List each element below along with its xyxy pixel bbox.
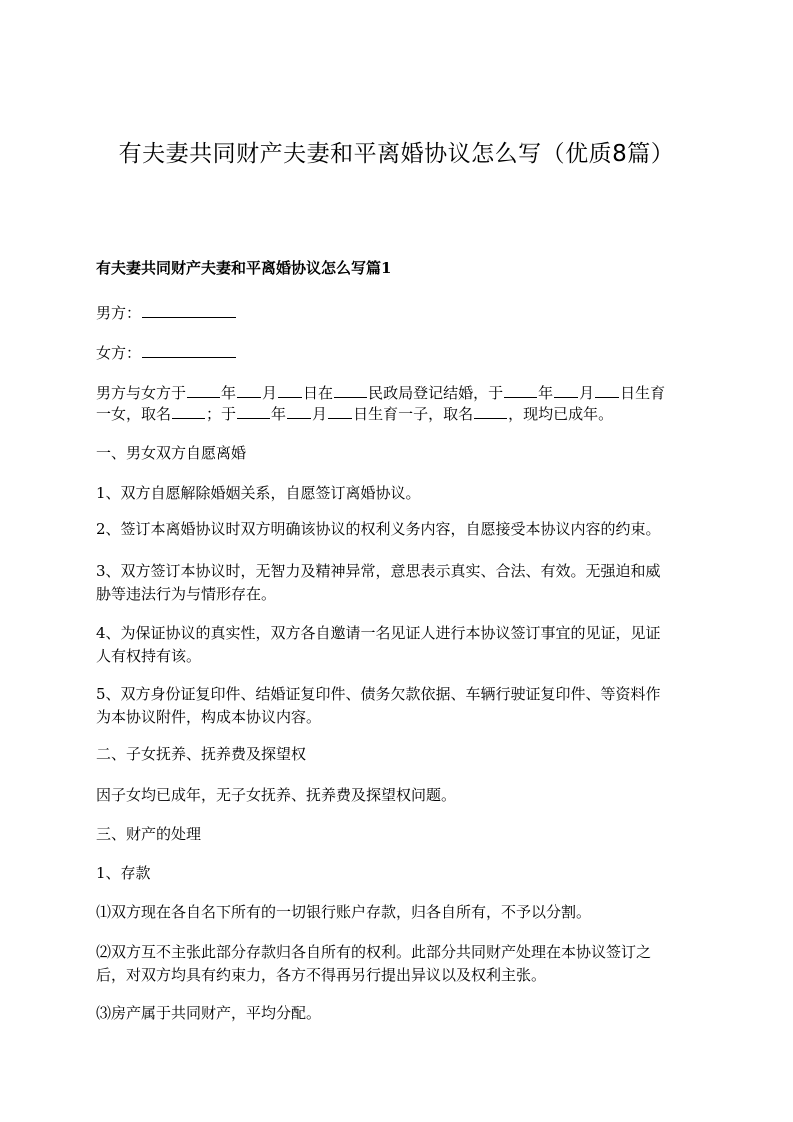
clause-5-line-1: 5、双方身份证复印件、结婚证复印件、债务欠款依据、车辆行驶证复印件、等资料作 bbox=[96, 685, 661, 703]
male-name-blank bbox=[142, 316, 236, 318]
heading-property: 三、财产的处理 bbox=[96, 825, 202, 843]
female-party-line bbox=[96, 341, 700, 366]
text: 男方与女方于 bbox=[96, 384, 187, 402]
blank bbox=[474, 417, 507, 419]
text: 年 bbox=[538, 384, 554, 402]
blank bbox=[504, 396, 537, 398]
clause-4-line-2: 人有权持有该。 bbox=[96, 647, 202, 665]
female-name-blank bbox=[142, 356, 236, 358]
heading-voluntary-divorce: 一、男女双方自愿离婚 bbox=[96, 444, 247, 462]
text: 月 bbox=[312, 405, 328, 423]
children-paragraph: 因子女均已成年，无子女抚养、抚养费及探望权问题。 bbox=[96, 786, 457, 804]
blank bbox=[237, 396, 261, 398]
female-label: 女方： bbox=[96, 344, 142, 362]
text: 日在 bbox=[303, 384, 334, 402]
blank bbox=[278, 396, 302, 398]
text: 日生育一子，取名 bbox=[353, 405, 474, 423]
section-title: 有夫妻共同财产夫妻和平离婚协议怎么写篇1 bbox=[96, 259, 392, 277]
document-title: 有夫妻共同财产夫妻和平离婚协议怎么写（优质8篇） bbox=[118, 141, 675, 167]
blank bbox=[187, 396, 220, 398]
male-party-line bbox=[96, 301, 700, 326]
text: 日生育 bbox=[620, 384, 666, 402]
clause-4-line-1: 4、为保证协议的真实性，双方各自邀请一名见证人进行本协议签订事宜的见证，见证 bbox=[96, 624, 661, 642]
heading-children: 二、子女抚养、抚养费及探望权 bbox=[96, 745, 307, 763]
blank bbox=[554, 396, 578, 398]
text: 年 bbox=[221, 384, 237, 402]
deposit-clause-2-line-1: ⑵双方互不主张此部分存款归各自所有的权利。此部分共同财产处理在本协议签订之 bbox=[96, 943, 652, 961]
clause-1: 1、双方自愿解除婚姻关系，自愿签订离婚协议。 bbox=[96, 484, 421, 502]
text: 一女，取名 bbox=[96, 405, 172, 423]
text: 月 bbox=[579, 384, 595, 402]
deposit-clause-3: ⑶房产属于共同财产，平均分配。 bbox=[96, 1004, 322, 1022]
text: ；于 bbox=[206, 405, 237, 423]
text: 月 bbox=[262, 384, 278, 402]
blank bbox=[328, 417, 352, 419]
subheading-deposits: 1、存款 bbox=[96, 864, 151, 882]
clause-3-line-1: 3、双方签订本协议时，无智力及精神异常，意思表示真实、合法、有效。无强迫和威 bbox=[96, 562, 661, 580]
deposit-clause-1: ⑴双方现在各自名下所有的一切银行账户存款，归各自所有，不予以分割。 bbox=[96, 903, 592, 921]
marriage-info-line-2 bbox=[96, 402, 700, 427]
male-label: 男方： bbox=[96, 304, 142, 322]
blank bbox=[287, 417, 311, 419]
blank bbox=[172, 417, 205, 419]
text: 年 bbox=[271, 405, 287, 423]
deposit-clause-2-line-2: 后，对双方均具有约束力，各方不得再另行提出异议以及权利主张。 bbox=[96, 966, 547, 984]
clause-5-line-2: 为本协议附件，构成本协议内容。 bbox=[96, 708, 322, 726]
clause-2: 2、签订本离婚协议时双方明确该协议的权利义务内容，自愿接受本协议内容的约束。 bbox=[96, 520, 661, 538]
clause-3-line-2: 胁等违法行为与情形存在。 bbox=[96, 585, 277, 603]
blank bbox=[595, 396, 619, 398]
text: ，现均已成年。 bbox=[508, 405, 614, 423]
blank bbox=[334, 396, 367, 398]
text: 民政局登记结婚，于 bbox=[368, 384, 504, 402]
blank bbox=[237, 417, 270, 419]
